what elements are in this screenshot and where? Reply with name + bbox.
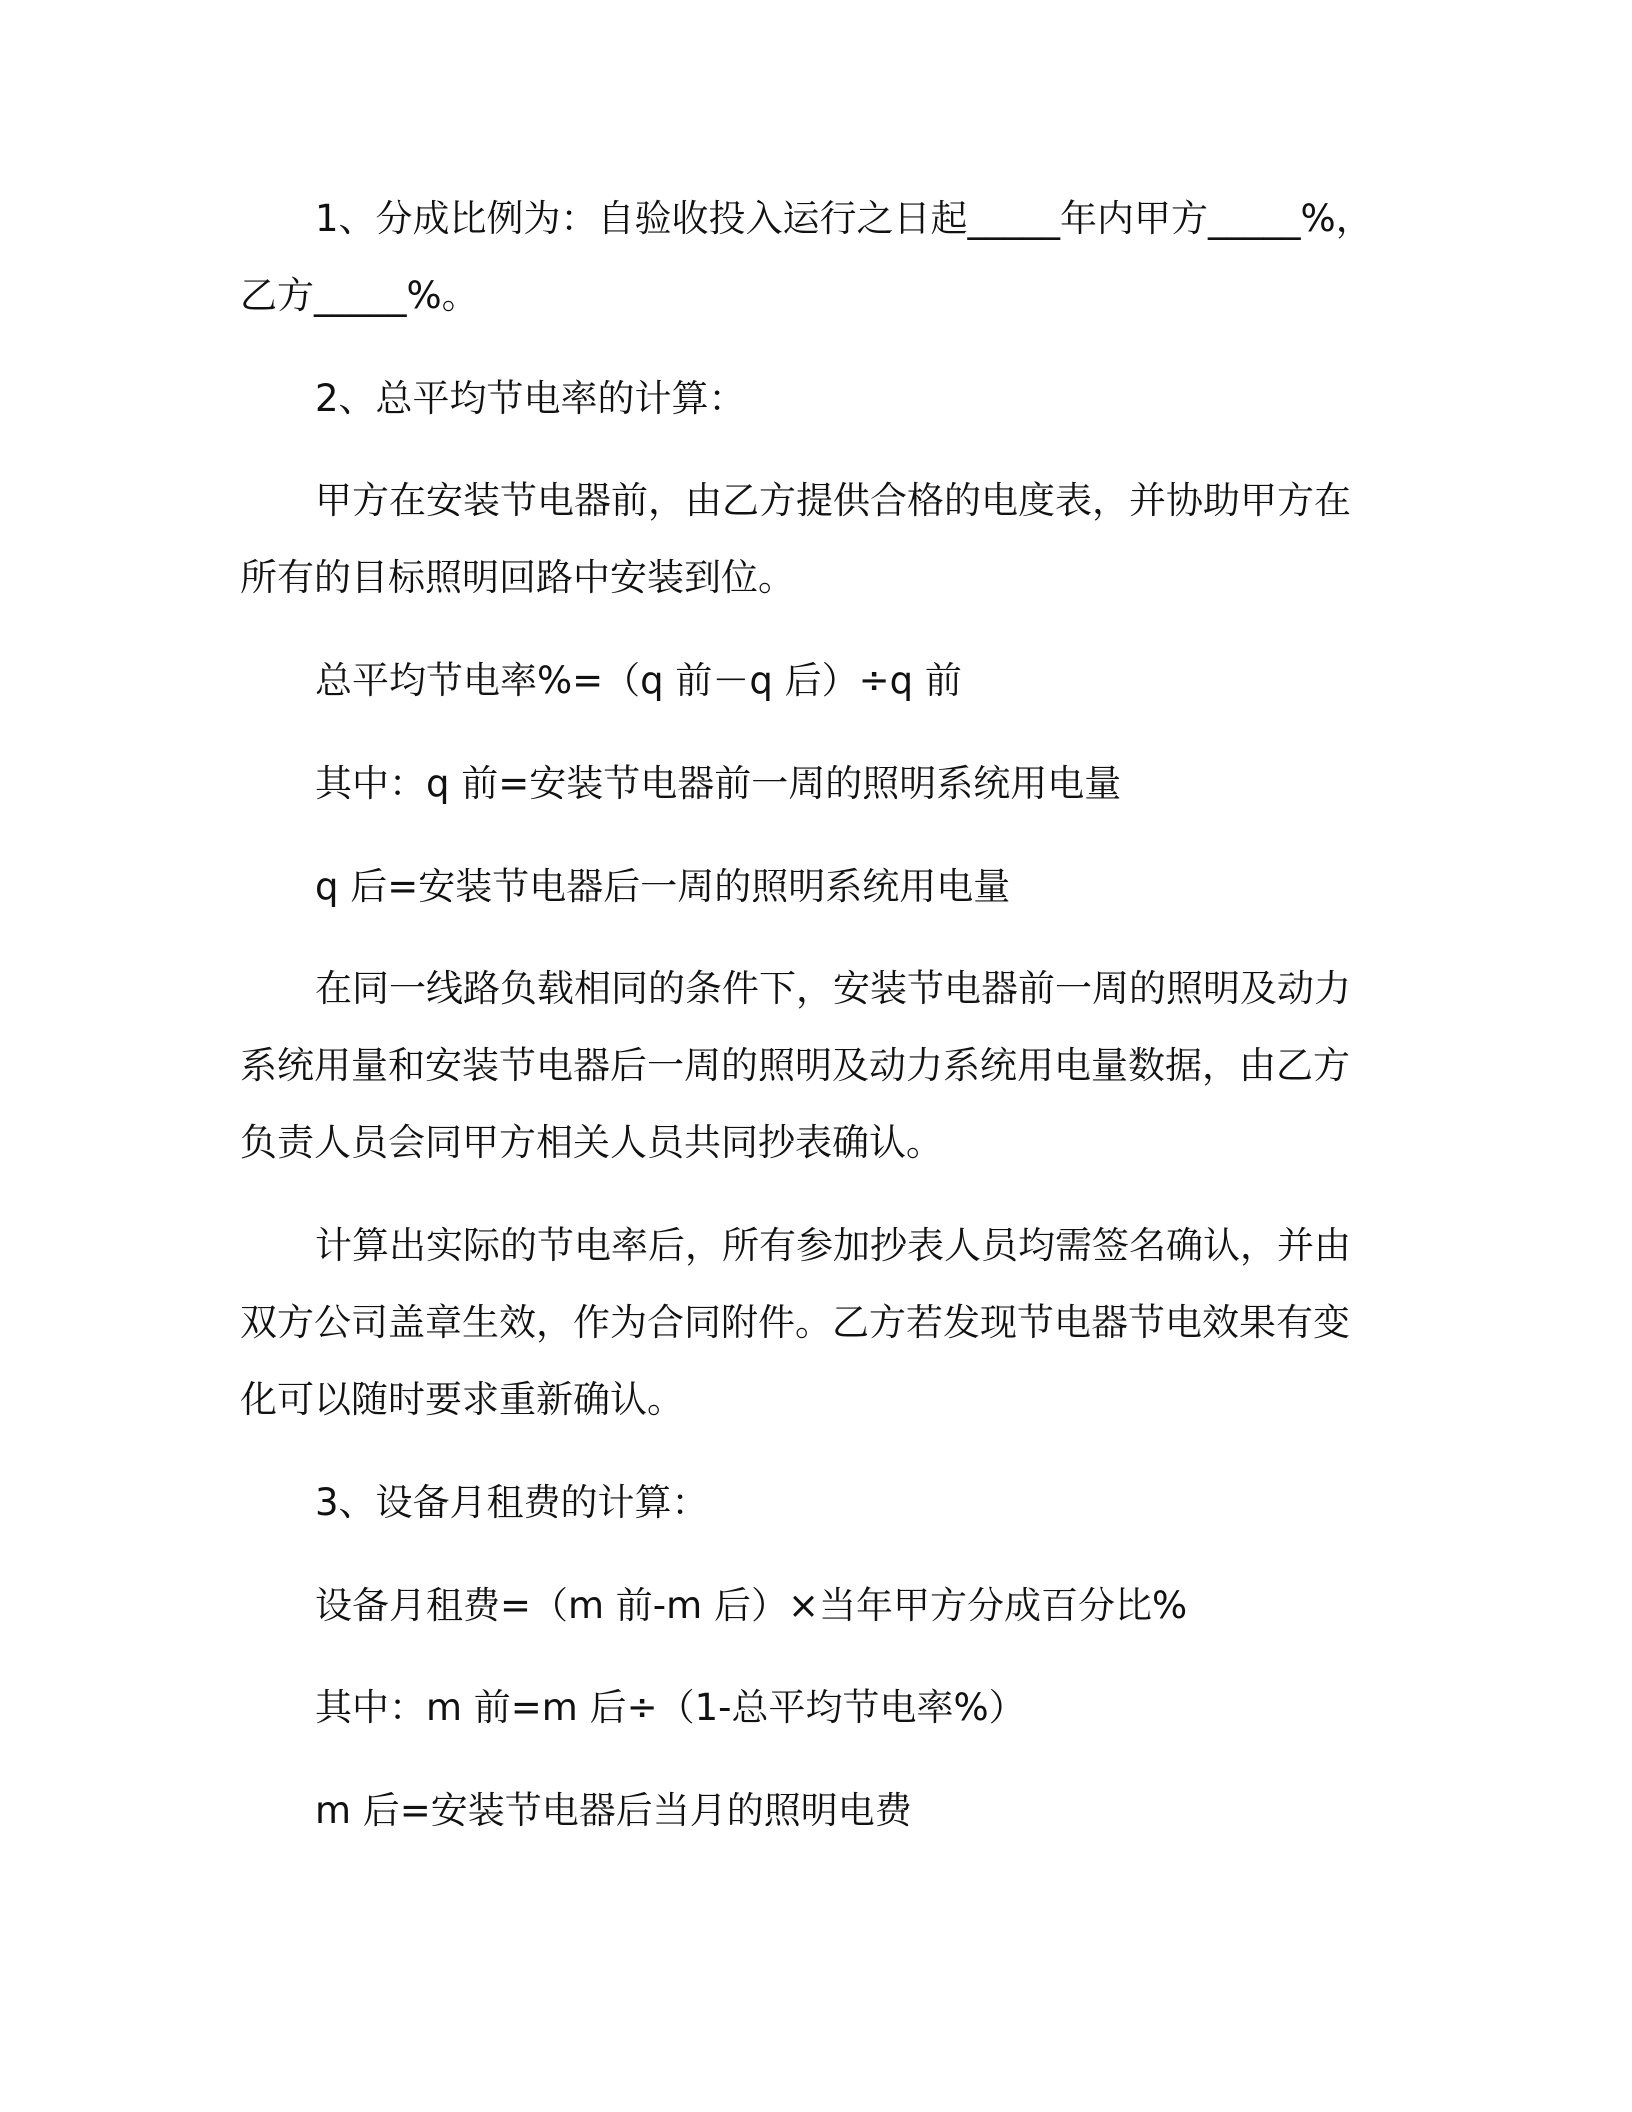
text-line: 3、设备月租费的计算： — [315, 1481, 709, 1524]
text-line: 1、分成比例为：自验收投入运行之日起_____年内甲方_____%， — [315, 197, 1373, 240]
text-line: 化可以随时要求重新确认。 — [240, 1378, 684, 1421]
definition-m-before — [240, 1669, 1360, 1746]
paragraph-profit-share-ratio — [240, 180, 1373, 334]
definition-q-before — [240, 745, 1360, 822]
paragraph-meter-installation — [240, 462, 1360, 616]
text-line: 在同一线路负载相同的条件下，安装节电器前一周的照明及动力 — [315, 967, 1351, 1010]
paragraph-confirmation — [240, 1207, 1360, 1438]
text-line: 乙方_____%。 — [240, 274, 479, 317]
text-line: 2、总平均节电率的计算： — [315, 377, 746, 420]
text-line: 甲方在安装节电器前，由乙方提供合格的电度表，并协助甲方在 — [315, 479, 1351, 522]
formula-total-saving-rate — [240, 642, 1360, 719]
text-line: 其中：q 前=安装节电器前一周的照明系统用电量 — [315, 762, 1122, 805]
text-line: m 后=安装节电器后当月的照明电费 — [315, 1789, 912, 1832]
paragraph-meter-reading-conditions — [240, 950, 1360, 1181]
text-line: 计算出实际的节电率后，所有参加抄表人员均需签名确认，并由 — [315, 1224, 1351, 1267]
definition-m-after — [240, 1772, 1360, 1849]
text-line: 系统用量和安装节电器后一周的照明及动力系统用电量数据，由乙方 — [240, 1044, 1350, 1087]
heading-monthly-rent — [240, 1464, 1360, 1541]
definition-q-after — [240, 848, 1360, 925]
heading-total-saving-rate — [240, 360, 1360, 437]
text-line: q 后=安装节电器后一周的照明系统用电量 — [315, 865, 1011, 908]
text-line: 总平均节电率%=（q 前－q 后）÷q 前 — [315, 659, 962, 702]
text-line: 负责人员会同甲方相关人员共同抄表确认。 — [240, 1121, 943, 1164]
formula-monthly-rent — [240, 1567, 1360, 1644]
text-line: 双方公司盖章生效，作为合同附件。乙方若发现节电器节电效果有变 — [240, 1301, 1350, 1344]
text-line: 设备月租费=（m 前-m 后）×当年甲方分成百分比% — [315, 1584, 1188, 1627]
text-line: 所有的目标照明回路中安装到位。 — [240, 556, 795, 599]
text-line: 其中：m 前=m 后÷（1-总平均节电率%） — [315, 1686, 1026, 1729]
